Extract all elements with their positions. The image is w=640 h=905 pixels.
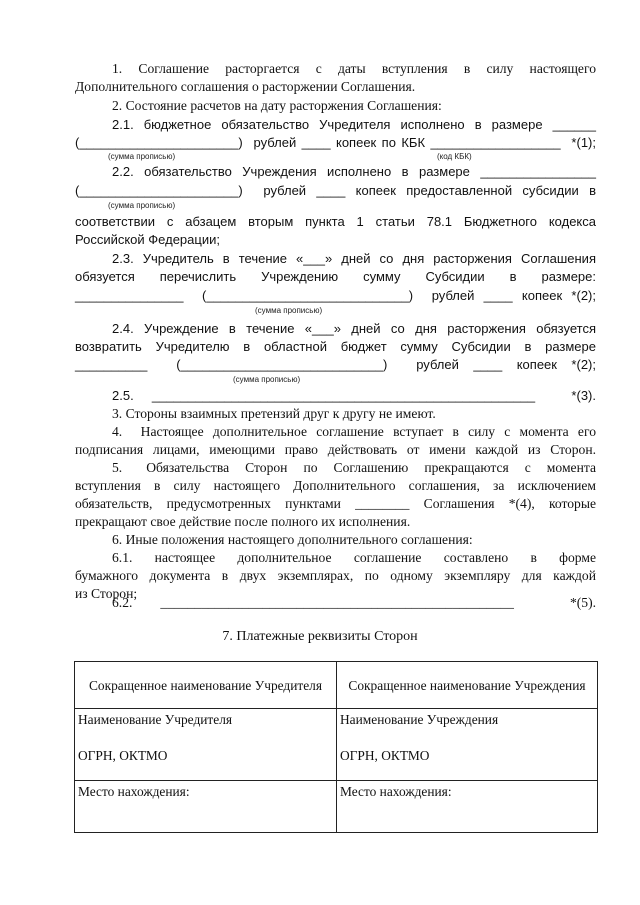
- p1-line1: 1. Соглашение расторгается с даты вступления в силу настоящего: [112, 61, 596, 76]
- p21-line1: 2.1. бюджетное обязательство Учредителя исполнено в размере ______: [112, 117, 596, 132]
- requisites-table: [74, 661, 598, 833]
- p24-line2: возвратить Учредителю в областной бюджет сумму Субсидии в размере: [75, 339, 596, 354]
- p2-text: 2. Состояние расчетов на дату расторжения Соглашения:: [112, 98, 442, 113]
- founder-name-cell: [75, 709, 337, 781]
- p22-line2: (______________________) рублей ____ копеек предоставленной субсидии в: [75, 183, 596, 198]
- institution-name: Наименование Учреждения: [340, 712, 499, 727]
- founder-codes: ОГРН, ОКТМО: [78, 748, 168, 763]
- p61-line3: из Сторон;: [75, 586, 138, 601]
- p21-hint-amount: (сумма прописью): [108, 152, 176, 161]
- p21-hint-kbk: (код КБК): [437, 152, 472, 161]
- p5-line3: обязательств, предусмотренных пунктами ________ Соглашения *(4), которые: [75, 496, 596, 511]
- p3-text: 3. Стороны взаимных претензий друг к другу не имеют.: [112, 406, 436, 421]
- p24-hint-amount: (сумма прописью): [233, 375, 301, 384]
- table-header-row: [75, 662, 598, 709]
- p24-line3: __________ (____________________________) рублей ____ копеек *(2);: [75, 357, 596, 372]
- table-row: [75, 781, 598, 833]
- founder-location: Место нахождения:: [75, 781, 337, 833]
- p6-text: 6. Иные положения настоящего дополнительного соглашения:: [112, 532, 473, 547]
- p22-line1: 2.2. обязательство Учреждения исполнено в размере ________________: [112, 164, 596, 179]
- p62-text: 6.2. ____________________________________________________ *(5).: [112, 595, 596, 610]
- p61-line2: бумажного документа в двух экземплярах, по одному экземпляру для каждой: [75, 568, 596, 583]
- p23-hint-amount: (сумма прописью): [255, 306, 323, 315]
- institution-name-cell: [337, 709, 598, 781]
- p23-line3: _______________ (____________________________) рублей ____ копеек *(2);: [75, 288, 596, 303]
- header-institution: Сокращенное наименование Учреждения: [337, 662, 598, 709]
- institution-location: Место нахождения:: [337, 781, 598, 833]
- p4-line1: 4. Настоящее дополнительное соглашение вступает в силу с момента его: [112, 424, 596, 439]
- p4-line2: подписания лицами, имеющими право действовать от имени каждой из Сторон.: [75, 442, 596, 457]
- table-row: [75, 709, 598, 781]
- header-founder: Сокращенное наименование Учредителя: [75, 662, 337, 709]
- p23-line2: обязуется перечислить Учреждению сумму Субсидии в размере:: [75, 269, 596, 284]
- founder-name: Наименование Учредителя: [78, 712, 233, 727]
- institution-codes: ОГРН, ОКТМО: [340, 748, 430, 763]
- p61-line1: 6.1. настоящее дополнительное соглашение составлено в форме: [112, 550, 596, 565]
- p5-line4: прекращают свое действие после полного их исполнения.: [75, 514, 411, 529]
- p23-line1: 2.3. Учредитель в течение «___» дней со дня расторжения Соглашения: [112, 251, 596, 266]
- p22-line4: Российской Федерации;: [75, 232, 220, 247]
- p21-line2: (______________________) рублей ____ копеек по КБК __________________ *(1);: [75, 135, 596, 150]
- p24-line1: 2.4. Учреждение в течение «___» дней со дня расторжения обязуется: [112, 321, 596, 336]
- p5-line1: 5. Обязательства Сторон по Соглашению прекращаются с момента: [112, 460, 596, 475]
- section7-title: 7. Платежные реквизиты Сторон: [222, 629, 418, 644]
- p5-line2: вступления в силу настоящего Дополнительного соглашения, за исключением: [75, 478, 596, 493]
- p1-line2: Дополнительного соглашения о расторжении Соглашения.: [75, 79, 416, 94]
- p22-line3: соответствии с абзацем вторым пункта 1 статьи 78.1 Бюджетного кодекса: [75, 214, 596, 229]
- p25-text: 2.5. _____________________________________________________ *(3).: [112, 388, 596, 403]
- p22-hint-amount: (сумма прописью): [108, 201, 176, 210]
